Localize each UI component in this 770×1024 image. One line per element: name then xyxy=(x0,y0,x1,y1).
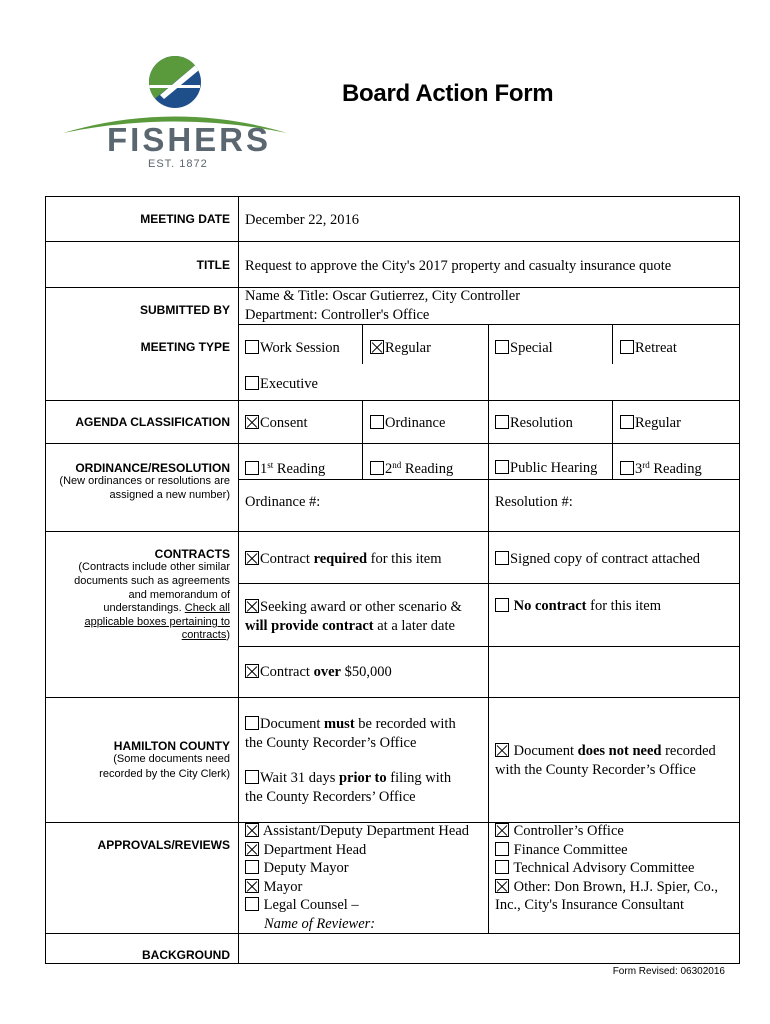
checkbox-executive[interactable] xyxy=(245,376,259,390)
approval-technical-advisory[interactable]: Technical Advisory Committee xyxy=(495,860,694,877)
checkbox-mayor[interactable] xyxy=(245,879,259,893)
checkbox-deputy-mayor[interactable] xyxy=(245,860,259,874)
ordinance-note-2: assigned a new number) xyxy=(109,489,230,501)
meeting-type-special[interactable]: Special xyxy=(495,340,553,357)
checkbox-asst-dept-head[interactable] xyxy=(245,823,259,837)
ordinance-note-1: (New ordinances or resolutions are xyxy=(59,475,230,487)
contract-required[interactable]: Contract required for this item xyxy=(245,551,442,568)
document-not-need-record[interactable]: Document does not need recorded with the County Recorder’s Office xyxy=(495,743,716,778)
contracts-note-6: contracts) xyxy=(181,629,230,641)
submitted-name: Name & Title: Oscar Gutierrez, City Controller xyxy=(245,288,521,304)
checkbox-third-reading[interactable] xyxy=(620,461,634,475)
checkbox-not-need-record[interactable] xyxy=(495,743,509,757)
wait-31-days[interactable]: Wait 31 days prior to filing with the County Recorders’ Office xyxy=(245,770,452,805)
hamilton-note-2: recorded by the City Clerk) xyxy=(99,768,230,780)
checkbox-controllers-office[interactable] xyxy=(495,823,509,837)
ordinance-number-field[interactable]: Ordinance #: xyxy=(245,494,321,510)
page-title: Board Action Form xyxy=(342,80,554,107)
checkbox-technical-advisory[interactable] xyxy=(495,860,509,874)
resolution-number-field[interactable]: Resolution #: xyxy=(495,494,573,510)
agenda-resolution[interactable]: Resolution xyxy=(495,415,573,432)
checkbox-contract-required[interactable] xyxy=(245,551,259,565)
meeting-date-label: MEETING DATE xyxy=(140,212,230,226)
document-must-record[interactable]: Document must be recorded with the County Recorder’s Office xyxy=(245,716,456,751)
approval-legal-counsel[interactable]: Legal Counsel – xyxy=(245,897,359,914)
approval-other[interactable]: Other: Don Brown, H.J. Spier, Co., xyxy=(495,879,718,896)
checkbox-legal-counsel[interactable] xyxy=(245,897,259,911)
meeting-date-value: December 22, 2016 xyxy=(245,212,359,228)
checkbox-other[interactable] xyxy=(495,879,509,893)
seeking-award[interactable]: Seeking award or other scenario & will provide contract at a later date xyxy=(245,599,462,634)
first-reading[interactable]: 1st Reading xyxy=(245,460,325,478)
agenda-ordinance[interactable]: Ordinance xyxy=(370,415,445,432)
contracts-note-3: and memorandum of xyxy=(128,589,230,601)
contracts-note-2: documents such as agreements xyxy=(74,575,230,587)
checkbox-retreat[interactable] xyxy=(620,340,634,354)
contracts-note-5: applicable boxes pertaining to xyxy=(84,616,230,628)
logo-established: EST. 1872 xyxy=(148,158,208,170)
public-hearing[interactable]: Public Hearing xyxy=(495,460,597,477)
title-value: Request to approve the City's 2017 property and casualty insurance quote xyxy=(245,258,672,274)
checkbox-public-hearing[interactable] xyxy=(495,460,509,474)
checkbox-resolution[interactable] xyxy=(495,415,509,429)
logo-wordmark: FISHERS xyxy=(107,121,272,158)
no-contract[interactable]: No contract for this item xyxy=(495,598,661,615)
approval-controllers-office[interactable]: Controller’s Office xyxy=(495,823,624,840)
agenda-regular[interactable]: Regular xyxy=(620,415,681,432)
checkbox-second-reading[interactable] xyxy=(370,461,384,475)
contract-over-50000[interactable]: Contract over $50,000 xyxy=(245,664,392,681)
signed-copy-attached[interactable]: Signed copy of contract attached xyxy=(495,551,700,568)
checkbox-wait-31-days[interactable] xyxy=(245,770,259,784)
checkbox-first-reading[interactable] xyxy=(245,461,259,475)
checkbox-consent[interactable] xyxy=(245,415,259,429)
reviewer-name-field[interactable]: Name of Reviewer: xyxy=(264,916,376,932)
submitted-department: Department: Controller's Office xyxy=(245,307,430,323)
checkbox-finance-committee[interactable] xyxy=(495,842,509,856)
agenda-consent[interactable]: Consent xyxy=(245,415,308,432)
checkbox-must-record[interactable] xyxy=(245,716,259,730)
checkbox-work-session[interactable] xyxy=(245,340,259,354)
checkbox-regular[interactable] xyxy=(370,340,384,354)
agenda-classification-label: AGENDA CLASSIFICATION xyxy=(75,415,230,429)
form-revised: Form Revised: 06302016 xyxy=(612,966,725,977)
meeting-type-work-session[interactable]: Work Session xyxy=(245,340,340,357)
approval-other-detail: Inc., City's Insurance Consultant xyxy=(495,897,685,913)
checkbox-seeking-award[interactable] xyxy=(245,599,259,613)
meeting-type-retreat[interactable]: Retreat xyxy=(620,340,677,357)
third-reading[interactable]: 3rd Reading xyxy=(620,460,702,478)
ordinance-resolution-label: ORDINANCE/RESOLUTION xyxy=(75,461,230,475)
meeting-type-executive[interactable]: Executive xyxy=(245,376,318,393)
hamilton-county-label: HAMILTON COUNTY xyxy=(113,739,230,753)
approval-mayor[interactable]: Mayor xyxy=(245,879,302,896)
checkbox-dept-head[interactable] xyxy=(245,842,259,856)
meeting-type-regular[interactable]: Regular xyxy=(370,340,431,357)
approval-deputy-mayor[interactable]: Deputy Mayor xyxy=(245,860,349,877)
submitted-by-label: SUBMITTED BY xyxy=(140,303,230,317)
approval-finance-committee[interactable]: Finance Committee xyxy=(495,842,628,859)
checkbox-signed-copy[interactable] xyxy=(495,551,509,565)
checkbox-contract-over[interactable] xyxy=(245,664,259,678)
checkbox-agenda-regular[interactable] xyxy=(620,415,634,429)
checkbox-special[interactable] xyxy=(495,340,509,354)
approval-asst-dept-head[interactable]: Assistant/Deputy Department Head xyxy=(245,823,469,840)
background-label: BACKGROUND xyxy=(142,948,230,962)
fishers-logo xyxy=(60,55,290,175)
hamilton-note-1: (Some documents need xyxy=(113,753,230,765)
second-reading[interactable]: 2nd Reading xyxy=(370,460,453,478)
title-label: TITLE xyxy=(196,258,230,272)
contracts-label: CONTRACTS xyxy=(154,547,230,561)
checkbox-no-contract[interactable] xyxy=(495,598,509,612)
approval-dept-head[interactable]: Department Head xyxy=(245,842,366,859)
contracts-note-1: (Contracts include other similar xyxy=(78,561,230,573)
contracts-note-4: understandings. Check all xyxy=(103,602,230,614)
checkbox-ordinance[interactable] xyxy=(370,415,384,429)
meeting-type-label: MEETING TYPE xyxy=(140,340,230,354)
approvals-label: APPROVALS/REVIEWS xyxy=(97,838,230,852)
